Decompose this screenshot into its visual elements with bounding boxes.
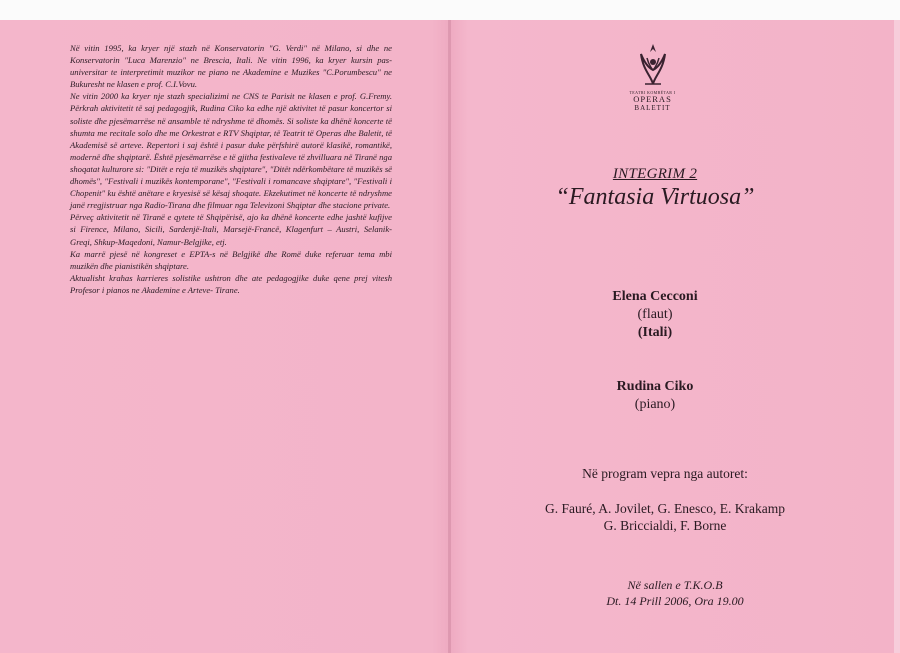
logo-line-2: OPERAS (633, 94, 672, 104)
scan-border (0, 0, 900, 20)
bio-paragraph-3: Përveç aktivitetit në Tiranë e qytete të Shqipërisë, ajo ka dhënë koncerte edhe jashtë kufijve si Firence, Milano, Sicili, Sardenjë-Itali, Marsejë-Francë, Klagenfurt – Austri, Selanik-Greqi, Shkup-Maqedoni, Namur-Belgjike, etj. (70, 212, 392, 247)
event-date: Dt. 14 Prill 2006, Ora 19.00 (606, 594, 744, 608)
page-edge (894, 20, 900, 653)
performer-2-name: Rudina Ciko (616, 379, 694, 394)
center-fold (448, 20, 451, 653)
venue-info (520, 577, 830, 609)
composers-line-1: G. Fauré, A. Jovilet, G. Enesco, E. Krakamp (545, 501, 785, 516)
theatre-emblem-icon (633, 40, 673, 90)
series-title: INTEGRIM 2 (612, 166, 698, 182)
bio-paragraph-4: Ka marrë pjesë në kongreset e EPTA-s në Belgjikë dhe Romë duke referuar tema mbi muzikën dhe pianistikën shqiptare. (70, 248, 392, 271)
performer-1-country: (Itali) (637, 325, 673, 340)
bio-paragraph-1: Në vitin 1995, ka kryer një stazh në Konservatorin "G. Verdi" në Milano, si dhe ne Konservatorin "Luca Marenzio" ne Brescia, Itali. Ne vitin 1996, ka kryer kursin pas-universitar te interpretimit muzikor ne piano ne Akademine e Muzikes "C.Porumbescu" ne Bukuresht ne klasen e prof. C.I.Vovu. (70, 43, 392, 90)
venue-name: Në sallen e T.K.O.B (627, 578, 723, 592)
concert-title: “Fantasia Virtuosa” (555, 184, 755, 210)
performer-1 (500, 288, 810, 342)
bio-paragraph-2: Ne vitin 2000 ka kryer nje stazh specializimi ne CNS te Parisit ne klasen e prof. G.Fremy. Përkrah aktivitetit të saj pedagogjik, Rudina Ciko ka edhe një aktivitet të pasur koncertor si soliste dhe pjesëmarrëse në ansamble të ndryshme të dhomës. Si soliste ka dhënë koncerte të shumta me recitale solo dhe me Orkestrat e RTV Shqiptar, të Teatrit të Operas dhe Baletit, të Akademisë së arteve. Repertori i saj është i pasur duke përfshirë autorë klasikë, romantikë, modernë dhe shqiptarë. Është pjesëmarrëse e të gjitha festivaleve të zhvilluara në Tiranë nga shoqatat kulturore si: "Ditët e reja të muzikës shqiptare", "Ditët ndërkombëtare të muzikës së dhomës", "Festivali i muzikës kontemporane", "Festivali i romancave shqiptare", "Festivali i Chopenit" ku është anëtare e kryesisë së kësaj shoqate. Ekzekutimet në koncerte të ndryshme janë rregjistruar nga Radio-Tirana dhe filmuar nga Televizoni Shqiptar dhe stacione private. (70, 91, 392, 211)
performer-2 (500, 378, 810, 414)
biography-text (70, 42, 392, 296)
bio-paragraph-5: Aktualisht krahas karrieres solistike ushtron dhe ate pedagogjike duke qene prej vitesh Profesor i pianos ne Akademine e Arteve- Tirane. (70, 272, 392, 295)
composer-list (490, 500, 840, 534)
logo-line-3: BALETIT (634, 104, 671, 112)
composers-line-2: G. Briccialdi, F. Borne (603, 518, 727, 533)
program-heading: Në program vepra nga autoret: (582, 466, 748, 481)
performer-1-name: Elena Cecconi (612, 289, 698, 304)
theatre-logo (615, 40, 690, 112)
performer-2-instrument: (piano) (634, 397, 676, 412)
performer-1-instrument: (flaut) (637, 307, 673, 322)
logo-line-1: TEATRI KOMBËTAR I (629, 90, 676, 95)
